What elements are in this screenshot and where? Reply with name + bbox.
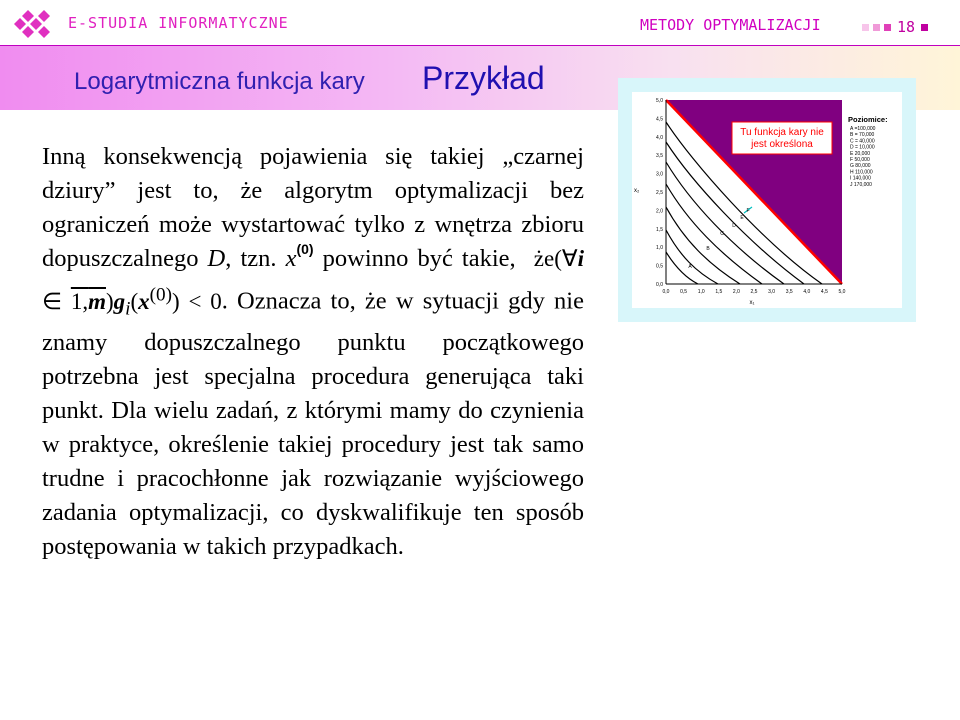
curve-label: D [732, 223, 736, 229]
y-tick-label: 0,0 [656, 282, 663, 288]
x-tick-label: 1,5 [715, 289, 723, 295]
course-title: METODY OPTYMALIZACJI [640, 16, 821, 34]
slide-title: Przykład [422, 60, 545, 96]
curve-label: F [746, 208, 750, 214]
x-tick-label: 0,0 [662, 289, 670, 295]
body-text-part1: Inną konsekwencją pojawienia się takiej „czarnej dziury” jest to, że algorytm optymalizacji bez ograniczeń może wystartować tylko z wnętrza zbioru dopuszczalnego [42, 143, 584, 272]
y-tick-label: 1,5 [656, 226, 663, 233]
legend-item: F 50,000 [850, 157, 870, 163]
page-indicator [862, 18, 928, 36]
body-text-part1b: , tzn. [225, 245, 277, 272]
y-tick-label: 5,0 [656, 98, 663, 104]
formula-ze: że [533, 246, 555, 271]
y-axis-label: x₂ [634, 188, 640, 194]
legend-item: A =100,000 [850, 126, 876, 132]
x-tick-label: 3,5 [785, 289, 793, 295]
legend-item: C = 40,000 [850, 138, 875, 145]
y-tick-label: 2,5 [656, 190, 663, 196]
slide-subtitle: Logarytmiczna funkcja kary [74, 68, 365, 95]
annotation-line1: Tu funkcja kary nie [740, 127, 824, 138]
curve-label: A [688, 264, 692, 270]
contour-figure [618, 78, 916, 322]
curve-label: E [740, 215, 744, 221]
legend-item: H 110,000 [850, 169, 873, 176]
diamond-grid-logo-icon [8, 6, 54, 42]
legend-item: G 80,000 [850, 163, 871, 170]
square-icon [921, 24, 928, 31]
x-tick-label: 4,0 [803, 289, 811, 295]
body-paragraph [42, 140, 584, 564]
square-icon [873, 24, 880, 31]
formula-open: (∀ [554, 246, 578, 271]
y-tick-label: 4,5 [656, 116, 663, 123]
x-axis-label: x₁ [749, 300, 755, 306]
y-tick-label: 4,0 [656, 134, 663, 141]
page-number: 18 [897, 18, 916, 36]
curve-label: B [706, 246, 710, 252]
annotation-line2: jest określona [751, 139, 813, 150]
y-tick-label: 0,5 [656, 263, 663, 270]
legend-item: I 140,000 [850, 175, 871, 182]
formula-sup0: (0) [149, 284, 172, 305]
formula-subscript-i: i [125, 298, 131, 320]
x-superscript: (0) [296, 241, 314, 257]
contour-plot [632, 92, 902, 308]
formula-m: m [88, 288, 106, 314]
y-tick-label: 2,0 [656, 208, 663, 215]
formula-arg-open: ( [130, 288, 139, 314]
legend-item: E 20,000 [850, 150, 871, 157]
legend-title: Poziomice: [848, 115, 888, 124]
legend-item: D = 10,000 [850, 144, 875, 151]
x-tick-label: 0,5 [680, 289, 688, 295]
formula-g: g [113, 288, 126, 314]
formula-i: i [577, 246, 585, 271]
formula-close: ) [105, 288, 114, 314]
square-icon [862, 24, 869, 31]
x-tick-label: 5,0 [838, 289, 846, 295]
formula-range-start: 1, [70, 288, 89, 314]
formula-x: x [138, 288, 150, 314]
x-tick-label: 2,0 [732, 289, 740, 295]
y-tick-label: 1,0 [656, 245, 663, 252]
set-symbol: D [207, 245, 226, 272]
legend-item: B = 70,000 [850, 132, 875, 139]
square-icon [884, 24, 891, 31]
formula-in: ∈ [42, 288, 71, 314]
body-text-part2: . Oznacza to, że w sytuacji gdy nie znamy dopuszczalnego punktu początkowego potrzebna jest specjalna procedura generująca taki punkt. Dla wielu zadań, z którymi mamy do czynienia w praktyce, określenie takiej procedury jest tak samo trudne i pracochłonne jak rozwiązanie wyjściowego zadania optymalizacji, co dyskwalifikuje ten sposób postępowania w takich przypadkach. [42, 287, 584, 561]
brand-name: E-STUDIA INFORMATYCZNE [68, 14, 289, 32]
y-tick-label: 3,5 [656, 153, 663, 160]
x-tick-label: 1,0 [697, 289, 705, 295]
y-tick-label: 3,0 [656, 171, 663, 178]
x-symbol: x [285, 245, 297, 272]
body-text-part1c: powinno być takie, [322, 245, 516, 272]
formula-arg-close: ) < 0 [172, 288, 222, 314]
legend-item: J 170,000 [850, 181, 872, 188]
formula-range [71, 289, 106, 314]
body-text [42, 140, 584, 564]
x-tick-label: 4,5 [820, 289, 828, 295]
curve-label: C [720, 231, 724, 237]
x-tick-label: 3,0 [768, 289, 776, 295]
x-tick-label: 2,5 [750, 289, 758, 295]
